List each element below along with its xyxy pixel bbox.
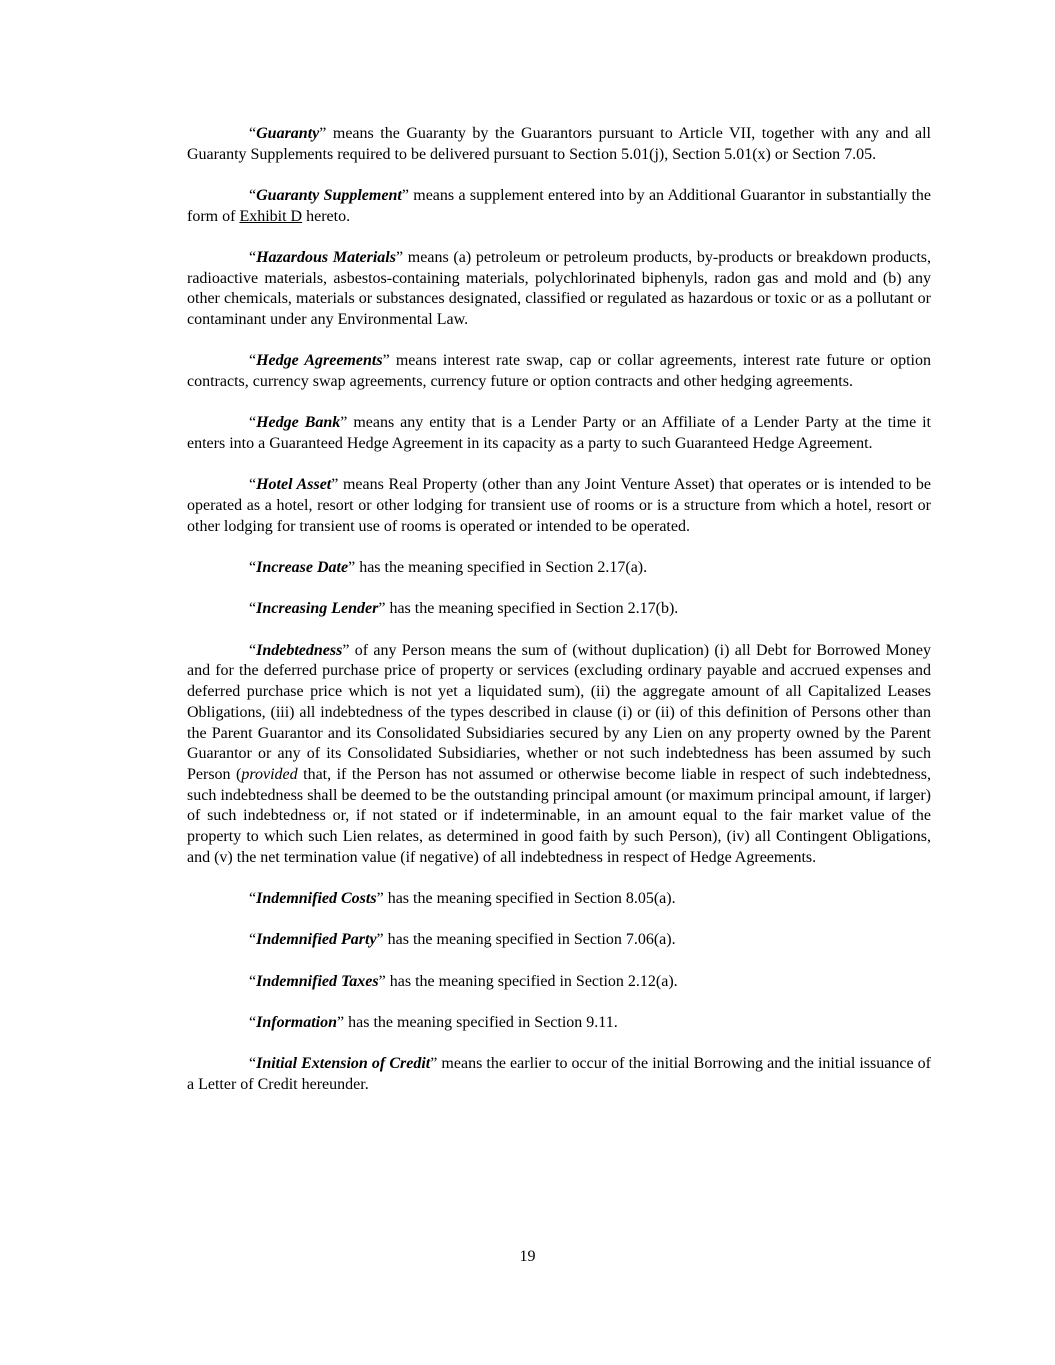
close-quote: ” (337, 1013, 345, 1031)
definition-information (187, 1013, 931, 1034)
exhibit-d-reference: Exhibit D (239, 207, 303, 225)
definition-guaranty-supplement (187, 186, 931, 227)
close-quote: ” (430, 1055, 438, 1073)
defined-term: Hedge Bank (256, 414, 341, 432)
defined-term: Guaranty (256, 125, 320, 142)
defined-term: Indemnified Party (256, 931, 377, 949)
defined-term: Hazardous Materials (256, 249, 396, 266)
open-quote: “ (249, 1013, 257, 1031)
definition-hedge-agreements (187, 351, 931, 392)
close-quote: ” (378, 972, 386, 990)
open-quote: “ (249, 414, 257, 432)
close-quote: ” (401, 187, 409, 204)
close-quote: ” (342, 641, 350, 659)
close-quote: ” (376, 931, 384, 949)
definition-guaranty (187, 124, 931, 165)
definition-initial-extension-of-credit (187, 1054, 931, 1095)
defined-term: Indebtedness (256, 641, 343, 659)
defined-term: Information (256, 1013, 338, 1031)
definition-increasing-lender (187, 599, 931, 620)
defined-term: Hotel Asset (256, 476, 332, 494)
defined-term: Indemnified Costs (256, 890, 377, 908)
open-quote: “ (249, 187, 257, 204)
defined-term: Increase Date (256, 559, 349, 577)
close-quote: ” (348, 559, 356, 577)
definition-indemnified-party (187, 930, 931, 951)
open-quote: “ (249, 352, 257, 370)
defined-term: Guaranty Supplement (256, 187, 402, 204)
definition-indebtedness (187, 641, 931, 869)
definition-text: has the meaning specified in Section 2.17(a). (355, 559, 648, 577)
definition-text: has the meaning specified in Section 9.11. (344, 1013, 618, 1031)
close-quote: ” (378, 600, 386, 618)
definition-text: means the Guaranty by the Guarantors pursuant to Article VII, together with any and all Guaranty Supplements required to be delivered pursuant to Section 5.01(j), Section 5.01(x) or Section 7.05. (187, 125, 931, 163)
close-quote: ” (382, 352, 390, 370)
definition-text-end: hereto. (302, 207, 351, 225)
definition-text: means the earlier to occur of the initial Borrowing and the initial issuance of a Letter of Credit hereunder. (187, 1055, 931, 1093)
definition-text: means Real Property (other than any Joint Venture Asset) that operates or is intended to be operated as a hotel, resort or other lodging for transient use of rooms or is a structure from which a hotel, resort or other lodging for transient use of rooms is operated or intended to be operated. (187, 476, 932, 535)
definition-text: has the meaning specified in Section 2.17(b). (385, 600, 679, 618)
definition-increase-date (187, 558, 931, 579)
definition-hazardous-materials (187, 248, 931, 331)
definition-hotel-asset (187, 475, 931, 537)
close-quote: ” (395, 249, 404, 266)
definition-indemnified-taxes (187, 972, 931, 993)
definition-text: has the meaning specified in Section 2.12(a). (385, 972, 678, 990)
open-quote: “ (249, 890, 257, 908)
document-page (187, 124, 931, 1116)
definition-indemnified-costs (187, 889, 931, 910)
definition-text: has the meaning specified in Section 7.06(a). (383, 931, 676, 949)
defined-term: Initial Extension of Credit (256, 1055, 431, 1073)
open-quote: “ (249, 972, 257, 990)
close-quote: ” (331, 476, 339, 494)
provided-italic: provided (241, 765, 298, 783)
definition-hedge-bank (187, 413, 931, 454)
definition-text: means any entity that is a Lender Party or an Affiliate of a Lender Party at the time it enters into a Guaranteed Hedge Agreement in its capacity as a party to such Guaranteed Hedge Agreement. (187, 414, 932, 453)
close-quote: ” (340, 414, 348, 432)
open-quote: “ (249, 600, 257, 618)
defined-term: Indemnified Taxes (256, 972, 379, 990)
definition-text: has the meaning specified in Section 8.05(a). (383, 890, 676, 908)
page-number: 19 (519, 1248, 536, 1265)
open-quote: “ (249, 559, 257, 577)
open-quote: “ (249, 125, 257, 142)
definition-text: means interest rate swap, cap or collar agreements, interest rate future or option contracts, currency swap agreements, currency future or option contracts and other hedging agreements. (187, 352, 932, 391)
open-quote: “ (249, 641, 257, 659)
open-quote: “ (249, 1055, 257, 1073)
open-quote: “ (249, 931, 257, 949)
definition-text: of any Person means the sum of (without duplication) (i) all Debt for Borrowed Money and for the deferred purchase price of property or services (excluding ordinary payable and accrued expenses and deferred purchase price which is not yet a liquidated sum), (ii) the aggregate amount of all Capitalized Leases Obligations, (iii) all indebtedness of the types described in clause (i) or (ii) of this definition of Persons other than the Parent Guarantor and its Consolidated Subsidiaries secured by any Lien on any property owned by the Parent Guarantor or any of its Consolidated Subsidiaries, whether or not such indebtedness has been assumed by such Person ( (187, 641, 931, 783)
close-quote: ” (376, 890, 384, 908)
defined-term: Hedge Agreements (256, 352, 383, 370)
open-quote: “ (249, 249, 257, 266)
definition-text: means (a) petroleum or petroleum products, by-products or breakdown products, radioactive materials, asbestos-containing materials, polychlorinated biphenyls, radon gas and mold and (b) any other chemicals, materials or substances designated, classified or regulated as hazardous or toxic or as a pollutant or contaminant under any Environmental Law. (187, 249, 931, 329)
definition-text: means a supplement entered into by an Additional Guarantor in substantially the form of (187, 187, 932, 225)
definition-text-end: that, if the Person has not assumed or otherwise become liable in respect of such indebtedness, such indebtedness shall be deemed to be the outstanding principal amount (or maximum principal amount, if larger) of such indebtedness or, if not stated or if indeterminable, in an amount equal to the fair market value of the property to which such Lien relates, as determined in good faith by such Person), (iv) all Contingent Obligations, and (v) the net termination value (if negative) of all indebtedness in respect of Hedge Agreements. (187, 765, 931, 866)
open-quote: “ (249, 476, 257, 494)
close-quote: ” (319, 125, 327, 142)
defined-term: Increasing Lender (256, 600, 379, 618)
